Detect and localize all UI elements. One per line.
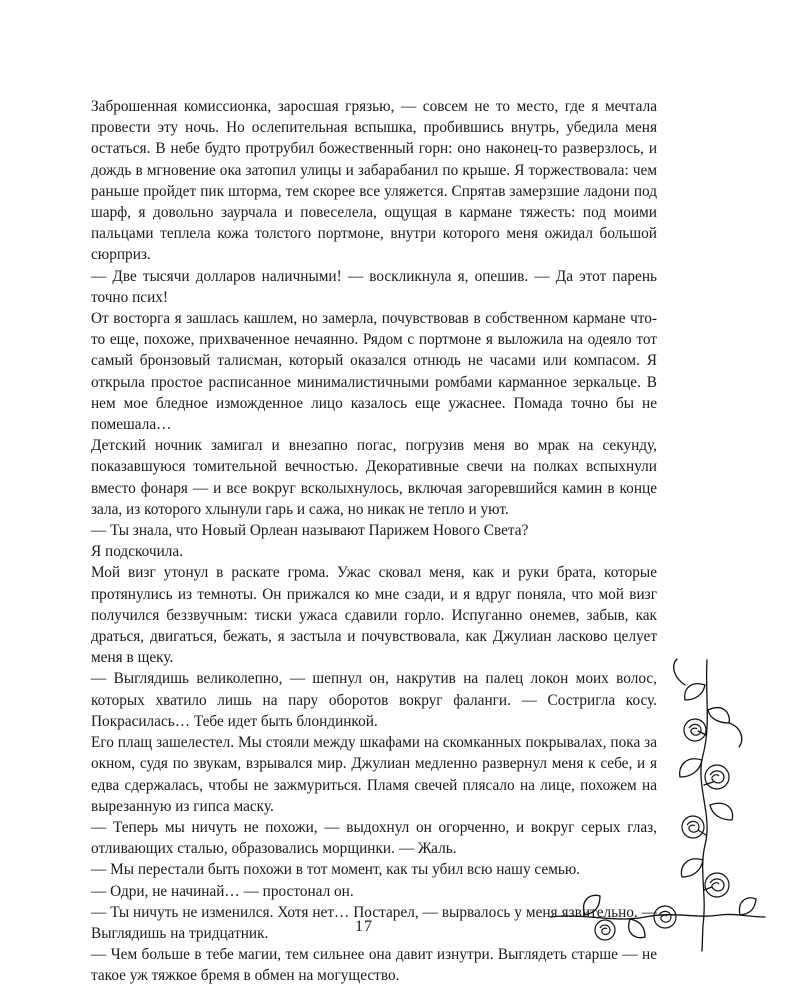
leaf [680, 759, 702, 777]
paragraph: — Ты знала, что Новый Орлеан называют Парижем Нового Света? [91, 522, 529, 540]
rose [682, 816, 704, 838]
leaf [685, 684, 705, 700]
paragraph: Детский ночник замигал и внезапно погас, погрузив меня во мрак на секунду, показавшуюся томительной вечностью. Декоративные свечи на полках вспыхнули вместо фонаря — и все вокруг всколыхнулось, включая загоревшийся камин в конце зала, из которого хлынули гарь и сажа, но никак не тепло и уют. [91, 437, 657, 518]
page-number: 17 [355, 918, 373, 935]
leaf [629, 919, 645, 938]
vine-stem [550, 914, 765, 919]
leaf [710, 803, 733, 820]
paragraph: — Выглядишь великолепно, — шепнул он, накрутив на палец локон моих волос, которых хватило лишь на пару оборотов вокруг фаланги. — Состригла косу. Покрасилась… Тебе идет быть блондинкой. [91, 670, 657, 730]
paragraph: Его плащ зашелестел. Мы стояли между шкафами на скомканных покрывалах, пока за окном, судя по звукам, взрывался мир. Джулиан медленно развернул меня к себе, и я едва сдержалась, чтобы не зажмуриться. Пламя свечей плясало на лице, похожем на вырезанную из гипса маску. [91, 734, 657, 815]
rose [595, 920, 615, 940]
leaf [708, 708, 729, 723]
paragraph: — Чем больше в тебе магии, тем сильнее она давит изнутри. Выглядеть старше — не такое уж тяжкое бремя в обмен на могущество. [91, 946, 657, 985]
paragraph: Я подскочила. [91, 543, 184, 561]
paragraph: От восторга я зашлась кашлем, но замерла, почувствовав в собственном кармане что-то еще, похоже, прихваченное нечаянно. Рядом с портмоне я выложила на одеяло тот самый бронзовый талисман, который оказался отнюдь не часами или компасом. Я открыла простое расписанное минималистичными ромбами карманное зеркальце. В нем мое бледное изможденное лицо казалось еще ужаснее. Помада точно бы не помешала… [91, 310, 657, 434]
paragraph: Заброшенная комиссионка, заросшая грязью, — совсем не то место, где я мечтала провести эту ночь. Но ослепительная вспышка, пробившись внутрь, убедила меня остаться. В небе будто протрубил божественный горн: оно наконец-то разверзлось, и дождь в мгновение ока затопил улицы и забарабанил по крыше. Я торжествовала: чем раньше пройдет пик шторма, тем скорее все уляжется. Спрятав замерзшие ладони под шарф, я довольно заурчала и повеселела, ощущая в кармане тяжесть: под моими пальцами теплела кожа толстого портмоне, внутри которого меня ожидал большой сюрприз. [91, 98, 657, 264]
leaf [681, 859, 703, 877]
rose [684, 719, 706, 741]
paragraph: — Две тысячи долларов наличными! — воскликнула я, опешив. — Да этот парень точно псих! [91, 267, 657, 306]
rose [654, 906, 676, 928]
leaf [584, 895, 600, 915]
rose [705, 765, 729, 789]
vine-stem [701, 660, 707, 951]
rose-vine-ornament [545, 655, 770, 955]
paragraph: — Ты ничуть не изменился. Хотя нет… Постарел, — вырвалось у меня язвительно. — Выглядишь на тридцатник. [91, 903, 657, 942]
rose [705, 873, 729, 897]
paragraph: — Мы перестали быть похожи в тот момент, как ты убил всю нашу семью. [91, 861, 581, 879]
paragraph: Мой визг утонул в раскате грома. Ужас сковал меня, как и руки брата, которые протянулись из темноты. Он прижался ко мне сзади, и я вдруг поняла, что мой визг получился беззвучным: тиски ужаса сдавили горло. Испуганно онемев, забыв, как драться, двигаться, бежать, я застыла и почувствовала, как Джулиан ласково целует меня в щеку. [91, 564, 657, 667]
leaf [739, 898, 756, 915]
paragraph: — Одри, не начинай… — простонал он. [91, 882, 354, 900]
paragraph: — Теперь мы ничуть не похожи, — выдохнул он огорченно, и вокруг серых глаз, отливающих сталью, образовались морщинки. — Жаль. [91, 818, 657, 858]
